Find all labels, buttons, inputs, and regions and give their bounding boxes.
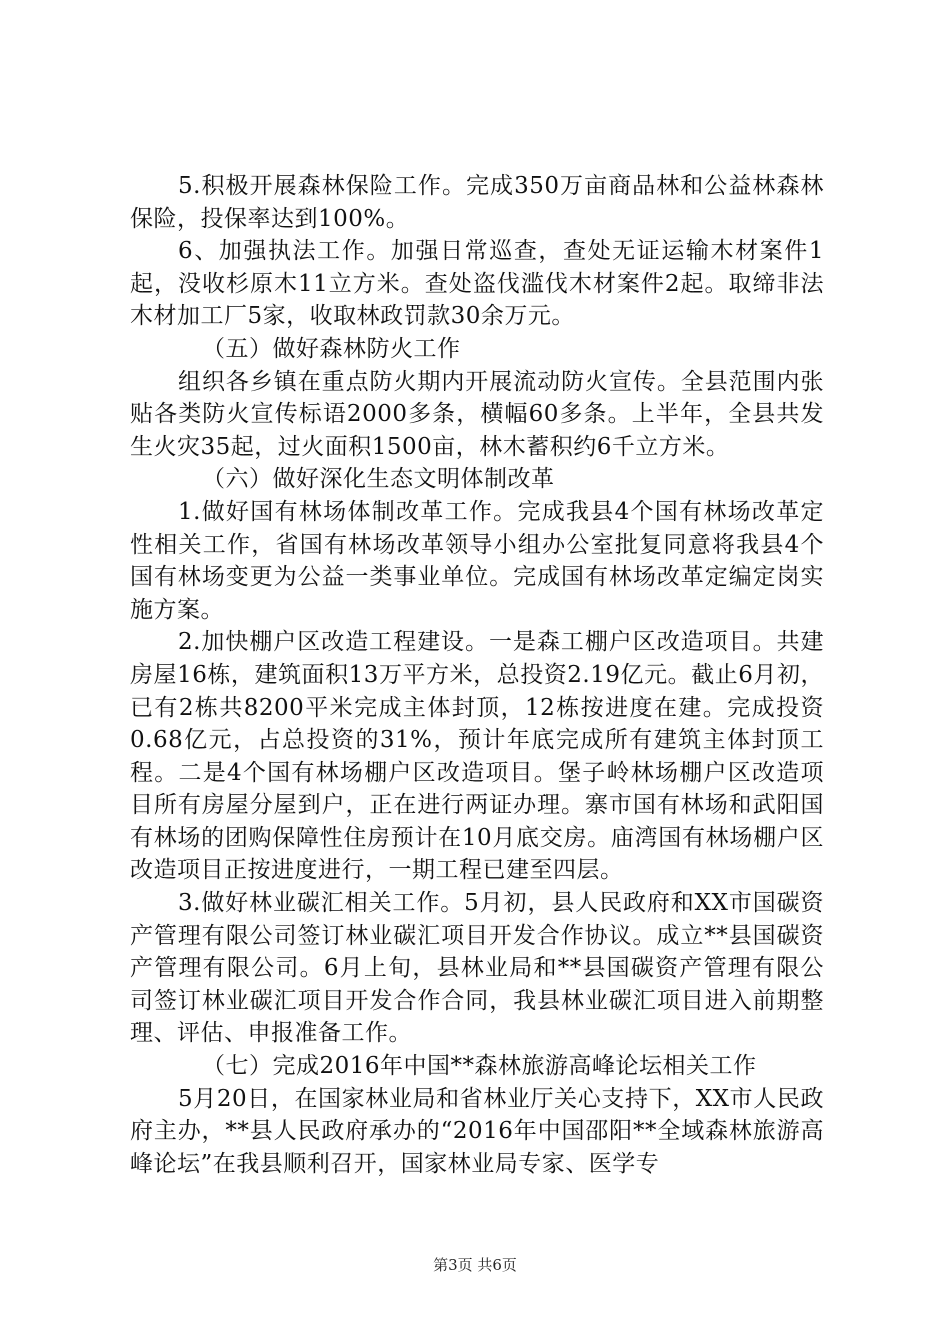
document-body xyxy=(130,170,824,1180)
paragraph-tourism-forum: 5月20日，在国家林业局和省林业厅关心支持下，XX市人民政府主办，**县人民政府承办的“2016年中国邵阳**全域森林旅游高峰论坛”在我县顺利召开，国家林业局专家、医学专 xyxy=(130,1085,824,1177)
heading-tourism-forum: （七）完成2016年中国**森林旅游高峰论坛相关工作 xyxy=(202,1053,757,1080)
paragraph-shantytown-renovation: 2.加快棚户区改造工程建设。一是森工棚户区改造项目。共建房屋16栋，建筑面积13万平方米，总投资2.19亿元。截止6月初，已有2栋共8200平米完成主体封顶，12栋按进度在建。完成投资0.68亿元，占总投资的31%，预计年底完成所有建筑主体封顶工程。二是4个国有林场棚户区改造项目。堡子岭林场棚户区改造项目所有房屋分屋到户，正在进行两证办理。寨市国有林场和武阳国有林场的团购保障性住房预计在10月底交房。庙湾国有林场棚户区改造项目正按进度进行，一期工程已建至四层。 xyxy=(130,629,824,884)
paragraph-law-enforcement: 6、加强执法工作。加强日常巡查，查处无证运输木材案件1起，没收杉原木11立方米。查处盗伐滥伐木材案件2起。取缔非法木材加工厂5家，收取林政罚款30余万元。 xyxy=(130,238,824,330)
page-footer: 第3页 共6页 xyxy=(433,1256,517,1274)
paragraph-carbon-sink: 3.做好林业碳汇相关工作。5月初，县人民政府和XX市国碳资产管理有限公司签订林业碳汇项目开发合作协议。成立**县国碳资产管理有限公司。6月上旬，县林业局和**县国碳资产管理有限公司签订林业碳汇项目开发合作合同，我县林业碳汇项目进入前期整理、评估、申报准备工作。 xyxy=(130,890,824,1047)
paragraph-forest-insurance: 5.积极开展森林保险工作。完成350万亩商品林和公益林森林保险，投保率达到100%。 xyxy=(130,173,824,232)
heading-fire-prevention: （五）做好森林防火工作 xyxy=(202,335,461,362)
paragraph-fire-prevention: 组织各乡镇在重点防火期内开展流动防火宣传。全县范围内张贴各类防火宣传标语2000多条，横幅60多条。上半年，全县共发生火灾35起，过火面积1500亩，林木蓄积约6千立方米。 xyxy=(130,368,824,460)
heading-ecological-reform: （六）做好深化生态文明体制改革 xyxy=(202,466,555,493)
paragraph-forest-farm-reform: 1.做好国有林场体制改革工作。完成我县4个国有林场改革定性相关工作，省国有林场改革领导小组办公室批复同意将我县4个国有林场变更为公益一类事业单位。完成国有林场改革定编定岗实施方案。 xyxy=(130,498,824,623)
